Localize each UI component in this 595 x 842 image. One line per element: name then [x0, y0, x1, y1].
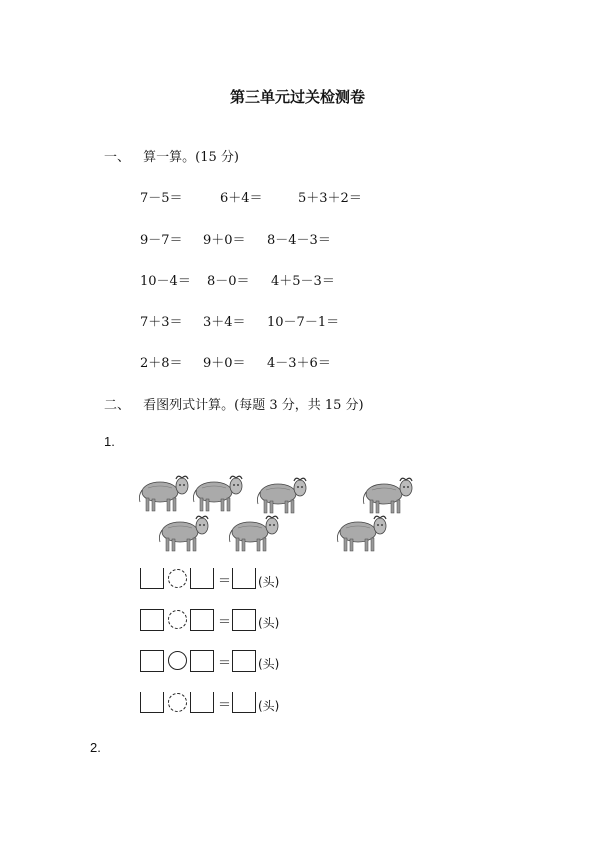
- unit-label: (头): [258, 575, 280, 589]
- equation: 10－7－1＝: [267, 315, 340, 330]
- equals-sign: ＝: [218, 615, 232, 630]
- answer-box[interactable]: [140, 692, 164, 713]
- equation: 7＋3＝: [140, 315, 183, 330]
- cow-icon: [257, 478, 306, 513]
- equation: 8－0＝: [207, 274, 250, 289]
- cow-icon: [363, 478, 412, 513]
- answer-row: [140, 692, 300, 714]
- answer-box[interactable]: [140, 609, 164, 631]
- answer-row: [140, 609, 300, 631]
- cow-icon: [229, 516, 278, 551]
- equals-sign: ＝: [218, 574, 232, 589]
- answer-box[interactable]: [190, 609, 214, 631]
- answer-row: [140, 650, 300, 672]
- operator-circle[interactable]: [168, 693, 187, 712]
- question-number: 2.: [90, 740, 101, 755]
- cow-icon: [193, 476, 242, 511]
- cow-icon: [139, 476, 188, 511]
- answer-box[interactable]: [190, 650, 214, 672]
- cow-icon: [159, 516, 208, 551]
- equation: 7－5＝: [140, 191, 183, 206]
- answer-box[interactable]: [232, 568, 256, 589]
- cattle-illustration: [136, 468, 420, 558]
- question-number: 1.: [104, 434, 115, 449]
- section-number: 一、: [104, 150, 131, 165]
- answer-box[interactable]: [140, 650, 164, 672]
- answer-box[interactable]: [232, 692, 256, 713]
- section-1-heading: [104, 146, 239, 165]
- operator-circle[interactable]: [168, 651, 187, 670]
- section-number: 二、: [104, 398, 131, 413]
- equals-sign: ＝: [218, 656, 232, 671]
- equation: 9＋0＝: [203, 356, 246, 371]
- equation: 5＋3＋2＝: [298, 191, 362, 206]
- answer-box[interactable]: [232, 609, 256, 631]
- equation: 3＋4＝: [203, 315, 246, 330]
- answer-box[interactable]: [190, 568, 214, 589]
- operator-circle[interactable]: [168, 610, 187, 629]
- equation: 9－7＝: [140, 233, 183, 248]
- equation: 2＋8＝: [140, 356, 183, 371]
- answer-box[interactable]: [232, 650, 256, 672]
- section-2-heading: [104, 394, 364, 413]
- equation: 4＋5－3＝: [271, 274, 335, 289]
- unit-label: (头): [258, 657, 280, 671]
- cow-icon: [337, 516, 386, 551]
- equation: 9＋0＝: [203, 233, 246, 248]
- operator-circle[interactable]: [168, 569, 187, 588]
- equation: 6＋4＝: [220, 191, 263, 206]
- answer-box[interactable]: [190, 692, 214, 713]
- unit-label: (头): [258, 699, 280, 713]
- unit-label: (头): [258, 616, 280, 630]
- equation: 10－4＝: [140, 274, 191, 289]
- answer-box[interactable]: [140, 568, 164, 589]
- section-title: 看图列式计算。(每题 3 分，共 15 分): [143, 398, 364, 413]
- equals-sign: ＝: [218, 698, 232, 713]
- section-title: 算一算。(15 分): [143, 150, 239, 165]
- equation: 4－3＋6＝: [267, 356, 331, 371]
- equation: 8－4－3＝: [267, 233, 331, 248]
- page-title: 第三单元过关检测卷: [229, 88, 365, 106]
- answer-row: [140, 568, 300, 590]
